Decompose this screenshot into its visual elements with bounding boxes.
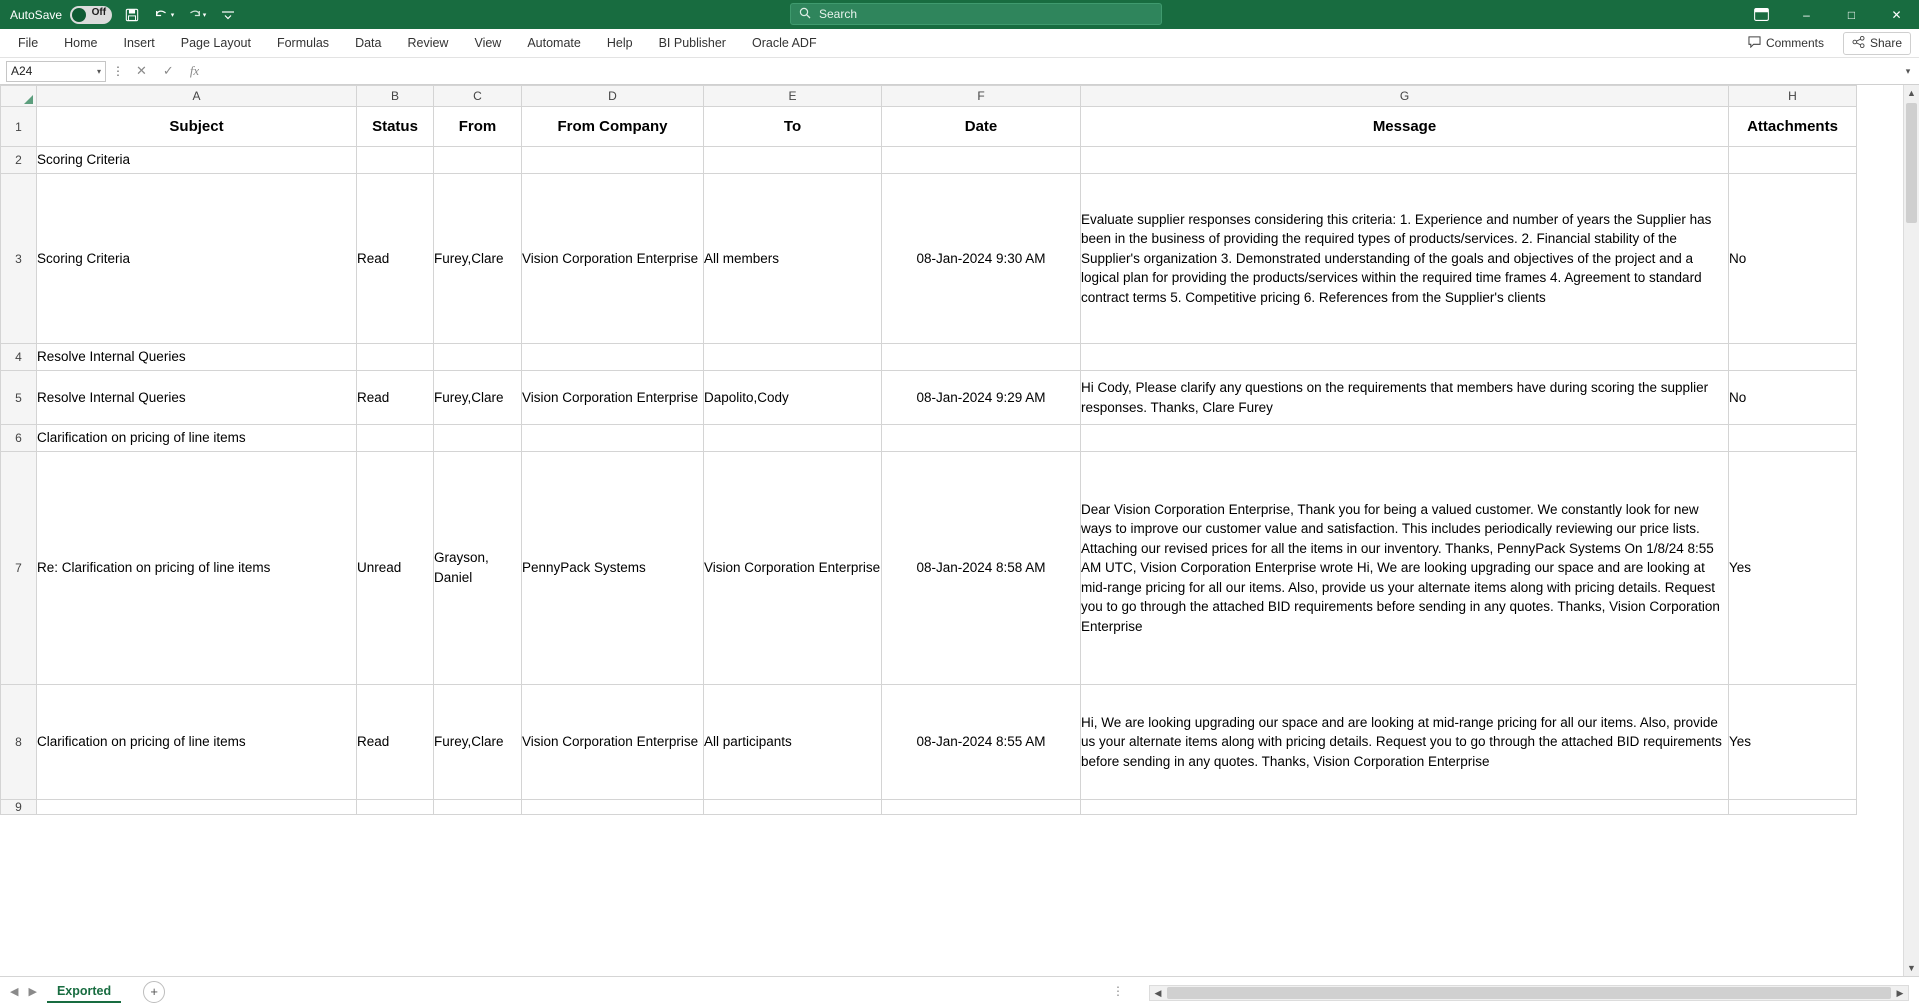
column-header-b[interactable]: B xyxy=(357,86,434,107)
cell-h9[interactable] xyxy=(1729,800,1857,815)
cell-h5[interactable]: No xyxy=(1729,371,1857,425)
autosave-toggle-knob xyxy=(72,8,86,22)
table-row xyxy=(1,147,1857,174)
cell-d8[interactable]: Vision Corporation Enterprise xyxy=(522,685,704,800)
cell-h3[interactable]: No xyxy=(1729,174,1857,344)
cell-c6[interactable] xyxy=(434,425,522,452)
tab-view[interactable]: View xyxy=(474,36,502,50)
tab-file[interactable]: File xyxy=(18,36,39,50)
customize-quick-access-icon[interactable] xyxy=(216,4,240,26)
split-handle-icon[interactable]: ⋮ xyxy=(1112,984,1124,998)
cell-c9[interactable] xyxy=(434,800,522,815)
cell-e8[interactable]: All participants xyxy=(704,685,882,800)
cell-f7[interactable]: 08-Jan-2024 8:58 AM xyxy=(882,452,1081,685)
cell-d9[interactable] xyxy=(522,800,704,815)
cell-a7[interactable]: Re: Clarification on pricing of line items xyxy=(37,452,357,685)
cell-d3[interactable]: Vision Corporation Enterprise xyxy=(522,174,704,344)
cell-f4[interactable] xyxy=(882,344,1081,371)
title-bar xyxy=(0,0,1919,29)
close-button[interactable]: ✕ xyxy=(1891,7,1902,22)
cell-d6[interactable] xyxy=(522,425,704,452)
vertical-scroll-thumb[interactable] xyxy=(1906,103,1917,223)
row-header[interactable]: 6 xyxy=(1,425,37,452)
cell-a5[interactable]: Resolve Internal Queries xyxy=(37,371,357,425)
cell-g3[interactable]: Evaluate supplier responses considering this criteria: 1. Experience and number of years the Supplier has been in the business of providing the required types of products/services. 2. Financial stability of the Supplier's organization 3. Demonstrated understanding of the goals and objectives of the project and a logical plan for providing the products/services within the required time frames 4. Agreement to standard contract terms 5. Competitive pricing 6. References from the Supplier's clients xyxy=(1081,174,1729,344)
cell-g8[interactable]: Hi, We are looking upgrading our space and are looking at mid-range pricing for all our items. Also, provide us your alternate items along with pricing details. Request you to go through the attached BID requirements before sending in any quotes. Thanks, Vision Corporation Enterprise xyxy=(1081,685,1729,800)
row-header[interactable]: 2 xyxy=(1,147,37,174)
cell-e2[interactable] xyxy=(704,147,882,174)
cell-h7[interactable]: Yes xyxy=(1729,452,1857,685)
horizontal-scrollbar[interactable] xyxy=(1149,985,1909,1001)
scroll-down-icon[interactable]: ▼ xyxy=(1907,963,1916,973)
cell-c2[interactable] xyxy=(434,147,522,174)
cell-h8[interactable]: Yes xyxy=(1729,685,1857,800)
cell-d7[interactable]: PennyPack Systems xyxy=(522,452,704,685)
table-row xyxy=(1,452,1857,685)
column-header-e[interactable]: E xyxy=(704,86,882,107)
tab-help[interactable]: Help xyxy=(606,36,633,50)
formula-input[interactable] xyxy=(211,61,1897,82)
search-box[interactable] xyxy=(790,3,1162,25)
row-header[interactable]: 4 xyxy=(1,344,37,371)
cell-f6[interactable] xyxy=(882,425,1081,452)
column-header-f[interactable]: F xyxy=(882,86,1081,107)
column-header-d[interactable]: D xyxy=(522,86,704,107)
cell-c1[interactable]: From xyxy=(434,107,522,147)
cell-e6[interactable] xyxy=(704,425,882,452)
cell-f3[interactable]: 08-Jan-2024 9:30 AM xyxy=(882,174,1081,344)
tab-home[interactable]: Home xyxy=(64,36,98,50)
name-box-chevron-down-icon[interactable]: ▾ xyxy=(96,66,101,76)
cell-h6[interactable] xyxy=(1729,425,1857,452)
row-header[interactable]: 1 xyxy=(1,107,37,147)
tab-oracle-adf[interactable]: Oracle ADF xyxy=(751,36,817,50)
previous-sheet-icon[interactable]: ◀ xyxy=(10,986,19,998)
cell-e3[interactable]: All members xyxy=(704,174,882,344)
cell-b3[interactable]: Read xyxy=(357,174,434,344)
cell-h1[interactable]: Attachments xyxy=(1729,107,1857,147)
spreadsheet-grid[interactable] xyxy=(0,85,1919,976)
status-bar xyxy=(0,976,1919,1006)
comment-icon xyxy=(1748,36,1761,51)
undo-icon[interactable]: ▾ xyxy=(152,4,176,26)
cell-b6[interactable] xyxy=(357,425,434,452)
cell-d1[interactable]: From Company xyxy=(522,107,704,147)
expand-formula-bar-icon[interactable]: ▾ xyxy=(1905,65,1911,76)
enter-icon[interactable]: ✓ xyxy=(162,63,174,78)
cell-g7[interactable]: Dear Vision Corporation Enterprise, Thank you for being a valued customer. We constantly look for new ways to improve our customer value and satisfaction. This includes periodically reviewing our price lists. Attaching our revised prices for all the items in our inventory. Thanks, PennyPack Systems On 1/8/24 8:55 AM UTC, Vision Corporation Enterprise wrote Hi, We are looking upgrading our space and are looking at mid-range pricing for all our items. Also, provide us your alternate items along with pricing details. Request you to go through the attached BID requirements before sending in any quotes. Thanks, Vision Corporation Enterprise xyxy=(1081,452,1729,685)
cell-b5[interactable]: Read xyxy=(357,371,434,425)
share-icon xyxy=(1852,36,1865,51)
cell-h4[interactable] xyxy=(1729,344,1857,371)
cell-c8[interactable]: Furey,Clare xyxy=(434,685,522,800)
cell-d4[interactable] xyxy=(522,344,704,371)
name-box-value: A24 xyxy=(11,64,33,78)
table-row xyxy=(1,425,1857,452)
window-controls xyxy=(1739,0,1919,29)
cell-b1[interactable]: Status xyxy=(357,107,434,147)
comments-label: Comments xyxy=(1765,36,1824,50)
tab-review[interactable]: Review xyxy=(407,36,449,50)
sheet-table xyxy=(0,85,1857,815)
cell-c7[interactable]: Grayson, Daniel xyxy=(434,452,522,685)
column-header-c[interactable]: C xyxy=(434,86,522,107)
cell-e5[interactable]: Dapolito,Cody xyxy=(704,371,882,425)
add-sheet-button[interactable]: + xyxy=(143,981,165,1003)
column-header-h[interactable]: H xyxy=(1729,86,1857,107)
table-row xyxy=(1,107,1857,147)
column-header-row xyxy=(1,86,1857,107)
row-header[interactable]: 3 xyxy=(1,174,37,344)
select-all-corner[interactable] xyxy=(1,86,37,107)
cell-b8[interactable]: Read xyxy=(357,685,434,800)
cell-f5[interactable]: 08-Jan-2024 9:29 AM xyxy=(882,371,1081,425)
cell-a2[interactable]: Scoring Criteria xyxy=(37,147,357,174)
next-sheet-icon[interactable]: ▶ xyxy=(28,986,37,998)
row-header[interactable]: 8 xyxy=(1,685,37,800)
ribbon-display-options-icon[interactable] xyxy=(1739,0,1784,29)
scroll-left-icon[interactable]: ◀ xyxy=(1154,987,1162,998)
cell-b2[interactable] xyxy=(357,147,434,174)
cancel-icon[interactable]: ✕ xyxy=(136,63,147,78)
cell-a4[interactable]: Resolve Internal Queries xyxy=(37,344,357,371)
cell-h2[interactable] xyxy=(1729,147,1857,174)
cell-b4[interactable] xyxy=(357,344,434,371)
formula-bar-more-icon[interactable]: ⋮ xyxy=(112,64,124,78)
table-row xyxy=(1,371,1857,425)
save-icon[interactable] xyxy=(120,4,144,26)
search-icon xyxy=(799,7,811,22)
cell-g2[interactable] xyxy=(1081,147,1729,174)
cell-a3[interactable]: Scoring Criteria xyxy=(37,174,357,344)
cell-f2[interactable] xyxy=(882,147,1081,174)
share-label: Share xyxy=(1869,36,1902,50)
sheet-tab-exported[interactable]: Exported xyxy=(47,981,121,1003)
cell-e4[interactable] xyxy=(704,344,882,371)
comments-button[interactable] xyxy=(1739,32,1833,55)
cell-g4[interactable] xyxy=(1081,344,1729,371)
cell-g6[interactable] xyxy=(1081,425,1729,452)
cell-f8[interactable]: 08-Jan-2024 8:55 AM xyxy=(882,685,1081,800)
cell-g5[interactable]: Hi Cody, Please clarify any questions on the requirements that members have during scoring the supplier responses. Thanks, Clare Furey xyxy=(1081,371,1729,425)
cell-g1[interactable]: Message xyxy=(1081,107,1729,147)
cell-c4[interactable] xyxy=(434,344,522,371)
scroll-up-icon[interactable]: ▲ xyxy=(1907,88,1916,98)
select-all-triangle-icon xyxy=(24,95,33,104)
cell-c5[interactable]: Furey,Clare xyxy=(434,371,522,425)
autosave-state: Off xyxy=(91,6,107,18)
cell-f9[interactable] xyxy=(882,800,1081,815)
table-row xyxy=(1,344,1857,371)
table-row xyxy=(1,174,1857,344)
ribbon-tab-bar xyxy=(0,29,1919,58)
column-header-a[interactable]: A xyxy=(37,86,357,107)
horizontal-scroll-thumb[interactable] xyxy=(1167,987,1891,999)
row-header[interactable]: 5 xyxy=(1,371,37,425)
tab-page-layout[interactable]: Page Layout xyxy=(180,36,251,50)
tab-formulas[interactable]: Formulas xyxy=(276,36,330,50)
name-box[interactable] xyxy=(6,61,106,82)
tab-bi-publisher[interactable]: BI Publisher xyxy=(658,36,726,50)
tab-data[interactable]: Data xyxy=(355,36,382,50)
ribbon-tabs xyxy=(0,31,831,55)
cell-a6[interactable]: Clarification on pricing of line items xyxy=(37,425,357,452)
vertical-scrollbar[interactable] xyxy=(1903,85,1919,976)
autosave-label: AutoSave xyxy=(10,7,63,22)
table-row xyxy=(1,800,1857,815)
cell-e9[interactable] xyxy=(704,800,882,815)
formula-bar xyxy=(0,58,1919,85)
row-header[interactable]: 7 xyxy=(1,452,37,685)
cell-d2[interactable] xyxy=(522,147,704,174)
cell-c3[interactable]: Furey,Clare xyxy=(434,174,522,344)
cell-a8[interactable]: Clarification on pricing of line items xyxy=(37,685,357,800)
row-header[interactable]: 9 xyxy=(1,800,37,815)
cell-b7[interactable]: Unread xyxy=(357,452,434,685)
cell-b9[interactable] xyxy=(357,800,434,815)
cell-e1[interactable]: To xyxy=(704,107,882,147)
insert-function-icon[interactable]: fx xyxy=(189,63,200,78)
cell-f1[interactable]: Date xyxy=(882,107,1081,147)
tab-insert[interactable]: Insert xyxy=(123,36,155,50)
redo-icon[interactable]: ▾ xyxy=(184,4,208,26)
table-row xyxy=(1,685,1857,800)
tab-automate[interactable]: Automate xyxy=(527,36,581,50)
maximize-button[interactable]: □ xyxy=(1847,7,1856,22)
cell-d5[interactable]: Vision Corporation Enterprise xyxy=(522,371,704,425)
scroll-right-icon[interactable]: ▶ xyxy=(1896,987,1904,998)
cell-g9[interactable] xyxy=(1081,800,1729,815)
share-button[interactable] xyxy=(1843,32,1911,55)
column-header-g[interactable]: G xyxy=(1081,86,1729,107)
search-placeholder: Search xyxy=(819,7,858,21)
cell-a9[interactable] xyxy=(37,800,357,815)
cell-e7[interactable]: Vision Corporation Enterprise xyxy=(704,452,882,685)
autosave-toggle[interactable] xyxy=(70,6,112,24)
minimize-button[interactable]: – xyxy=(1803,7,1810,22)
cell-a1[interactable]: Subject xyxy=(37,107,357,147)
